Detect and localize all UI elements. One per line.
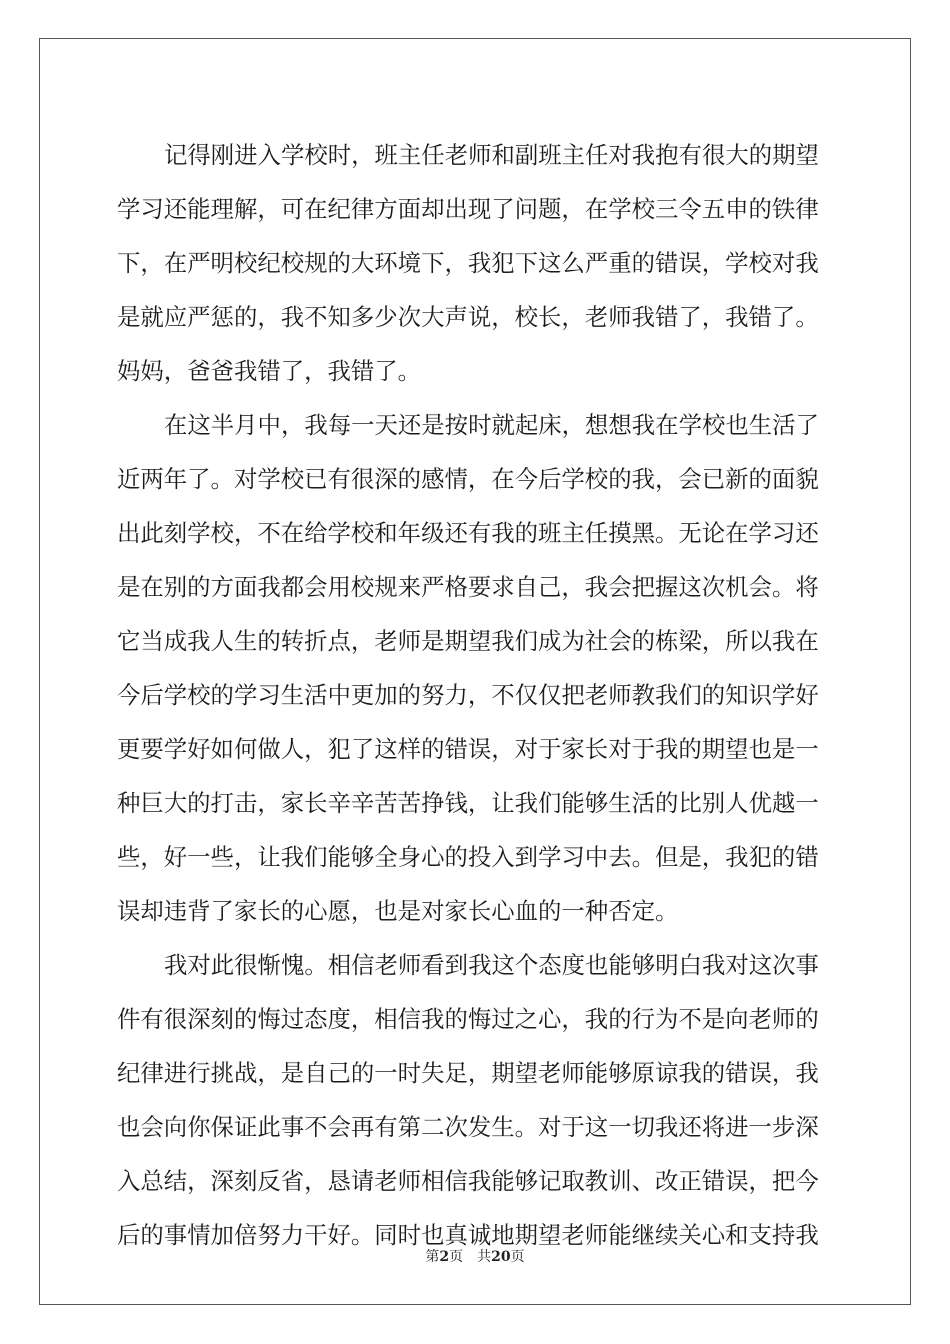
page-current: 2 (439, 1249, 450, 1265)
page-total: 20 (491, 1249, 511, 1265)
text-line: 误却违背了家长的心愿，也是对家长心血的一种否定。 (117, 897, 679, 925)
text-line: 我对此很惭愧。相信老师看到我这个态度也能够明白我对这次事 (164, 951, 819, 979)
total-suffix: 页 (510, 1249, 525, 1265)
text-line: 些，好一些，让我们能够全身心的投入到学习中去。但是，我犯的错 (117, 843, 819, 871)
text-line: 妈妈，爸爸我错了，我错了。 (117, 357, 422, 385)
text-line: 入总结，深刻反省，恳请老师相信我能够记取教训、改正错误，把今 (117, 1167, 819, 1195)
text-line: 也会向你保证此事不会再有第二次发生。对于这一切我还将进一步深 (117, 1113, 819, 1141)
text-line: 出此刻学校，不在给学校和年级还有我的班主任摸黑。无论在学习还 (117, 519, 819, 547)
text-line: 是在别的方面我都会用校规来严格要求自己，我会把握这次机会。将 (117, 573, 819, 601)
page-footer (0, 1246, 950, 1266)
text-line: 近两年了。对学校已有很深的感情，在今后学校的我，会已新的面貌 (117, 465, 819, 493)
paragraph-2 (117, 398, 833, 938)
document-body (117, 128, 833, 1262)
text-line: 是就应严惩的，我不知多少次大声说，校长，老师我错了，我错了。 (117, 303, 819, 331)
page-prefix: 第 (425, 1249, 440, 1265)
text-line: 更要学好如何做人，犯了这样的错误，对于家长对于我的期望也是一 (117, 735, 819, 763)
page-suffix: 页 (449, 1249, 464, 1265)
paragraph-1 (117, 128, 833, 398)
text-line: 今后学校的学习生活中更加的努力，不仅仅把老师教我们的知识学好 (117, 681, 819, 709)
paragraph-3 (117, 938, 833, 1262)
text-line: 记得刚进入学校时，班主任老师和副班主任对我抱有很大的期望 (164, 141, 819, 169)
text-line: 学习还能理解，可在纪律方面却出现了问题，在学校三令五申的铁律 (117, 195, 819, 223)
text-line: 在这半月中，我每一天还是按时就起床，想想我在学校也生活了 (164, 411, 819, 439)
total-prefix: 共 (477, 1249, 492, 1265)
text-line: 下，在严明校纪校规的大环境下，我犯下这么严重的错误，学校对我 (117, 249, 819, 277)
text-line: 它当成我人生的转折点，老师是期望我们成为社会的栋梁，所以我在 (117, 627, 819, 655)
text-line: 种巨大的打击，家长辛辛苦苦挣钱，让我们能够生活的比别人优越一 (117, 789, 819, 817)
text-line: 纪律进行挑战，是自己的一时失足，期望老师能够原谅我的错误，我 (117, 1059, 819, 1087)
text-line: 件有很深刻的悔过态度，相信我的悔过之心，我的行为不是向老师的 (117, 1005, 819, 1033)
text-line: 后的事情加倍努力干好。同时也真诚地期望老师能继续关心和支持我 (117, 1221, 819, 1249)
